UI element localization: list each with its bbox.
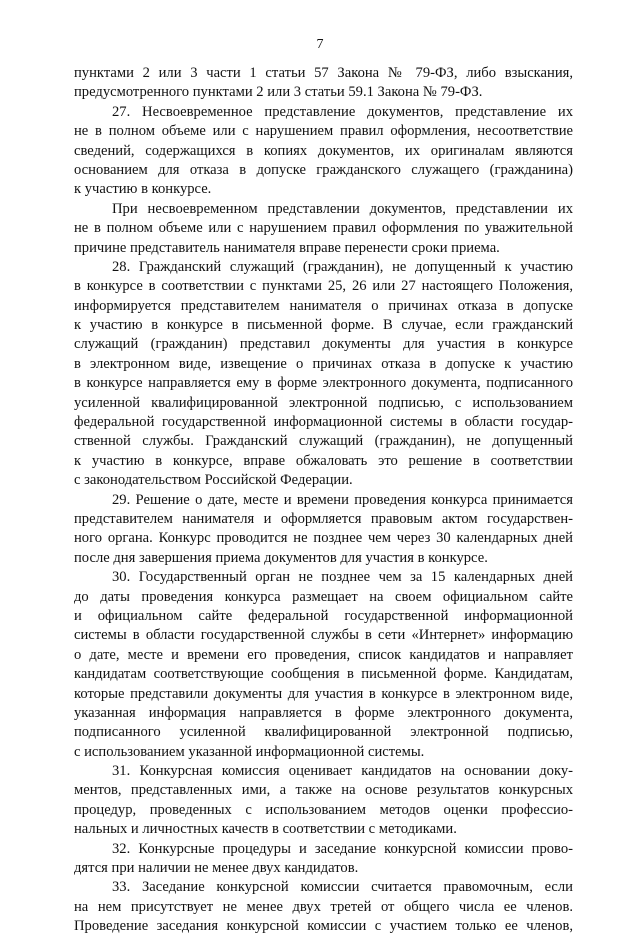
text-line: нальных и личностных качеств в соответствии с методиками. (74, 821, 457, 838)
text-line: которые представили документы для участия в конкурсе в электронном виде, (74, 685, 573, 702)
text-line: к участию в конкурсе. (74, 181, 212, 198)
text-line: к участию в конкурсе, вправе обжаловать это решение в соответствии (74, 452, 573, 469)
text-line: 29. Решение о дате, месте и времени проведения конкурса принимается (112, 491, 573, 508)
text-line: 32. Конкурсные процедуры и заседание конкурсной комиссии прово- (112, 840, 573, 857)
text-line: 33. Заседание конкурсной комиссии считается правомочным, если (112, 879, 573, 896)
text-line: усиленной квалифицированной электронной подписью, с использованием (74, 394, 573, 411)
text-line: 27. Несвоевременное представление документов, представление их (112, 103, 573, 120)
text-line: ного органа. Конкурс проводится не позднее чем через 30 календарных дней (74, 530, 573, 547)
text-line: кандидатам соответствующие сообщения в письменной форме. Кандидатам, (74, 666, 573, 683)
text-line: основанием для отказа в допуске гражданского служащего (гражданина) (74, 161, 573, 178)
text-line: в конкурсе в соответствии с пунктами 25, 26 или 27 настоящего Положения, (74, 278, 573, 295)
text-line: 31. Конкурсная комиссия оценивает кандидатов на основании доку- (112, 763, 573, 780)
text-line: пунктами 2 или 3 части 1 статьи 57 Закона № 79-ФЗ, либо взыскания, (74, 65, 573, 81)
text-line: федеральной государственной информационной системы в области государ- (74, 414, 573, 431)
text-line: предусмотренного пунктами 2 или 3 статьи 59.1 Закона № 79-ФЗ. (74, 84, 483, 101)
text-line: после дня завершения приема документов для участия в конкурсе. (74, 549, 488, 566)
text-line: дятся при наличии не менее двух кандидатов. (74, 860, 359, 877)
text-line: 30. Государственный орган не позднее чем за 15 календарных дней (112, 569, 573, 586)
text-line: на нем присутствует не менее двух третей от общего числа ее членов. (74, 898, 573, 915)
text-line: не в полном объеме или с нарушением правил оформления по уважительной (74, 220, 573, 237)
text-line: системы в области государственной службы в сети «Интернет» информацию (74, 627, 573, 644)
text-line: в конкурсе направляется ему в форме электронного документа, подписанного (74, 375, 573, 392)
text-line: до даты проведения конкурса размещает на своем официальном сайте (74, 588, 573, 605)
text-line: указанная информация направляется в форме электронного документа, (74, 704, 573, 721)
text-line: служащий (гражданин) представил документы для участия в конкурсе (74, 336, 573, 353)
text-line: причине представитель нанимателя вправе перенести сроки приема. (74, 239, 500, 256)
text-line: процедур, проведенных с использованием методов оценки профессио- (74, 801, 573, 818)
text-line: информируется представителем нанимателя о причинах отказа в допуске (74, 297, 573, 314)
page-number: 7 (316, 37, 324, 52)
text-line: к участию в конкурсе в письменной форме. В случае, если гражданский (74, 317, 573, 334)
text-line: с использованием указанной информационной системы. (74, 743, 425, 760)
text-line: подписанного усиленной квалифицированной электронной подписью, (74, 724, 573, 741)
text-line: представителем нанимателя и оформляется правовым актом государствен- (74, 510, 573, 527)
text-line: с законодательством Российской Федерации. (74, 472, 353, 489)
text-line: ственной службы. Гражданский служащий (гражданин), не допущенный (74, 433, 573, 450)
text-line: Проведение заседания конкурсной комиссии с участием только ее членов, (74, 918, 573, 935)
text-line: сведений, содержащихся в копиях документов, их оригиналам являются (74, 142, 573, 159)
body-text (74, 64, 573, 937)
text-line: о дате, месте и времени его проведения, список кандидатов и направляет (74, 646, 573, 663)
text-line: в электронном виде, извещение о причинах отказа в допуске к участию (74, 355, 573, 372)
text-line: При несвоевременном представлении документов, представлении их (112, 200, 573, 217)
text-line: и официальном сайте федеральной государственной информационной (74, 607, 573, 624)
text-line: 28. Гражданский служащий (гражданин), не допущенный к участию (112, 258, 573, 275)
text-line: не в полном объеме или с нарушением правил оформления, несоответствие (74, 123, 573, 140)
text-line: ментов, представленных ими, а также на основе результатов конкурсных (74, 782, 573, 799)
